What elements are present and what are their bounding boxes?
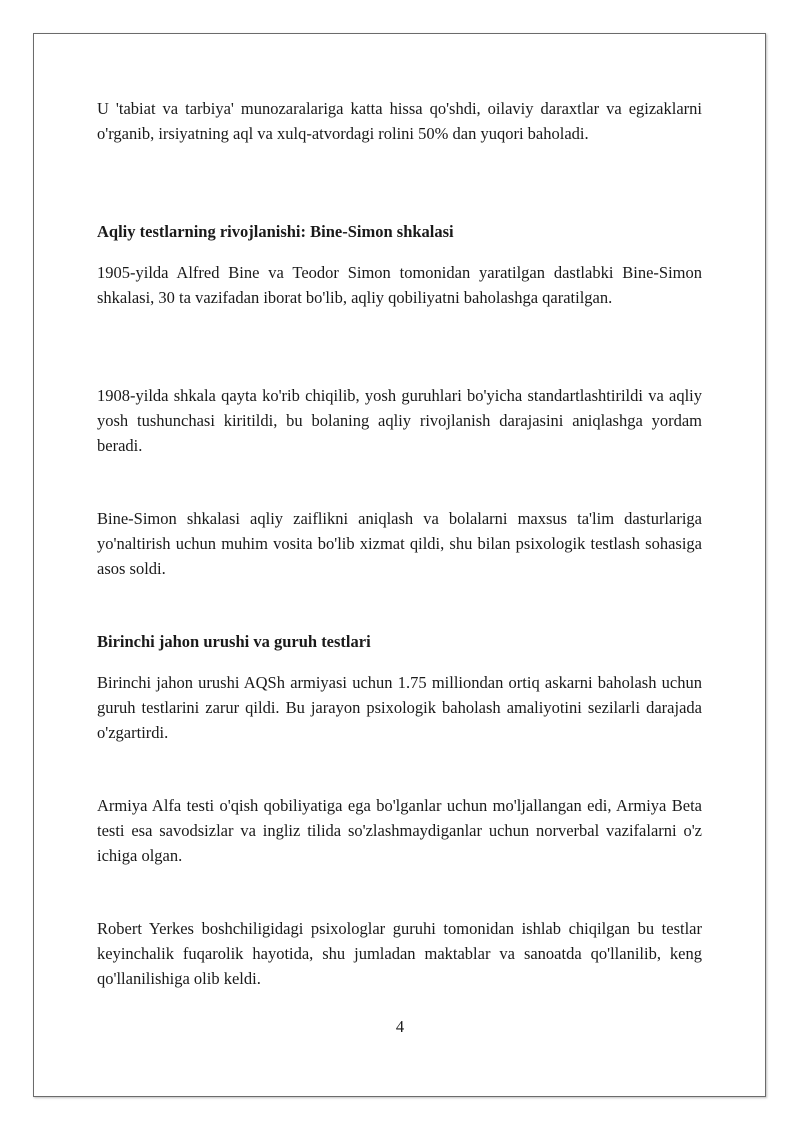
paragraph-intro: U 'tabiat va tarbiya' munozaralariga katta hissa qo'shdi, oilaviy daraxtlar va egizaklarni o'rganib, irsiyatning aql va xulq-atvordagi rolini 50% dan yuqori baholadi.: [97, 99, 702, 143]
page-number: 4: [395, 1017, 405, 1036]
section-heading-ww1-group-tests: Birinchi jahon urushi va guruh testlari: [97, 632, 371, 651]
paragraph-ww1-army: Birinchi jahon urushi AQSh armiyasi uchun 1.75 milliondan ortiq askarni baholash uchun guruh testlarini zarur qildi. Bu jarayon psixologik baholash amaliyotini sezilarli darajada o'zgartirdi.: [97, 673, 702, 742]
paragraph-army-alpha-beta: Armiya Alfa testi o'qish qobiliyatiga ega bo'lganlar uchun mo'ljallangan edi, Armiya Beta testi esa savodsizlar va ingliz tilida so'zlashmaydiganlar uchun norverbal vazifalarni o'z ichiga olgan.: [97, 796, 702, 865]
paragraph-robert-yerkes: Robert Yerkes boshchiligidagi psixologlar guruhi tomonidan ishlab chiqilgan bu testlar keyinchalik fuqarolik hayotida, shu jumladan maktablar va sanoatda qo'llanilib, keng qo'llanilishiga olib keldi.: [97, 919, 702, 988]
paragraph-binet-simon-1908: 1908-yilda shkala qayta ko'rib chiqilib, yosh guruhlari bo'yicha standartlashtirildi va aqliy yosh tushunchasi kiritildi, bu bolaning aqliy rivojlanish darajasini aniqlashga yordam beradi.: [97, 386, 702, 455]
section-heading-binet-simon: Aqliy testlarning rivojlanishi: Bine-Simon shkalasi: [97, 222, 454, 241]
paragraph-binet-simon-1905: 1905-yilda Alfred Bine va Teodor Simon tomonidan yaratilgan dastlabki Bine-Simon shkalasi, 30 ta vazifadan iborat bo'lib, aqliy qobiliyatni baholashga qaratilgan.: [97, 263, 702, 307]
paragraph-binet-simon-impact: Bine-Simon shkalasi aqliy zaiflikni aniqlash va bolalarni maxsus ta'lim dasturlariga yo'naltirish uchun muhim vosita bo'lib xizmat qildi, shu bilan psixologik testlash sohasiga asos soldi.: [97, 509, 702, 578]
